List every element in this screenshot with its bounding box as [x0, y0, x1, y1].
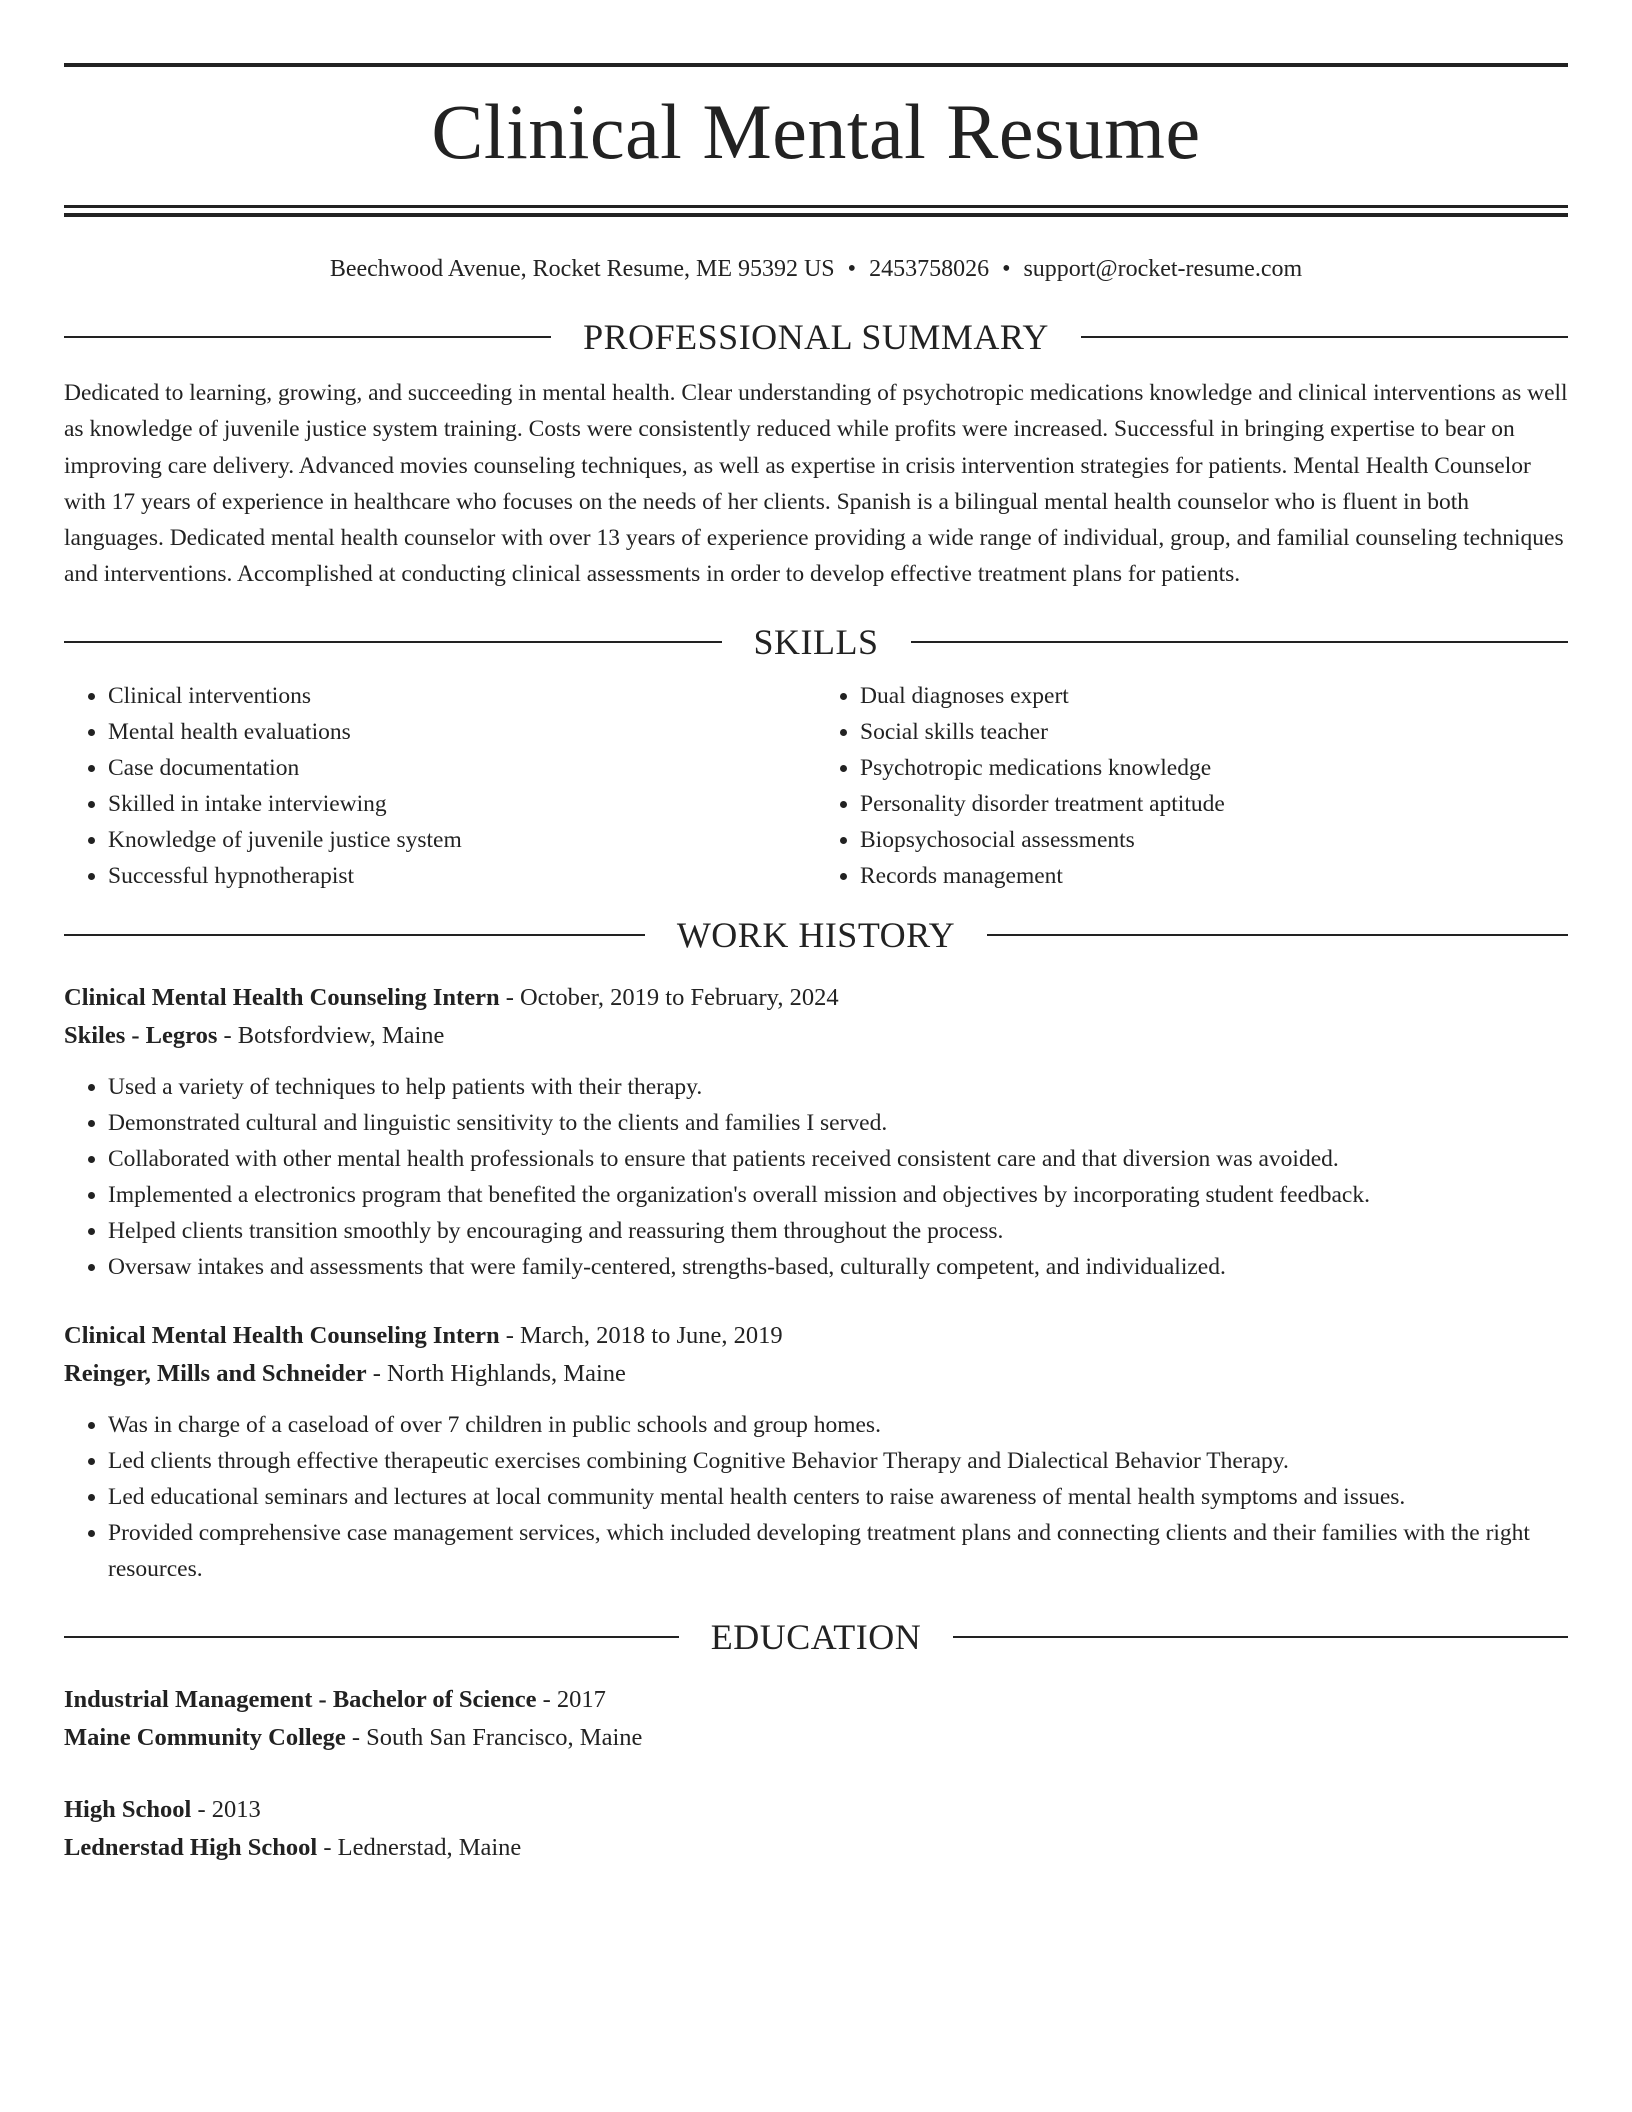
- education-degree: Industrial Management - Bachelor of Science: [64, 1685, 537, 1713]
- job-bullet: • Was in charge of a caseload of over 7 children in public schools and group homes.: [108, 1407, 1568, 1443]
- contact-separator: •: [1002, 256, 1011, 282]
- title-double-rule: [64, 205, 1568, 217]
- top-rule: [64, 63, 1568, 67]
- education-heading: EDUCATION: [710, 1616, 922, 1657]
- skill-item: • Biopsychosocial assessments: [860, 822, 1568, 858]
- education-section-header: [64, 1616, 1568, 1657]
- job-employer-line: [64, 1355, 1568, 1393]
- education-entry: [64, 1791, 1568, 1867]
- job-bullet: • Oversaw intakes and assessments that were family-centered, strengths-based, culturally competent, and individualized.: [108, 1249, 1568, 1285]
- education-degree-line: [64, 1681, 1568, 1719]
- skill-item: • Psychotropic medications knowledge: [860, 750, 1568, 786]
- contact-phone: 2453758026: [869, 256, 990, 282]
- job-bullet: • Implemented a electronics program that benefited the organization's overall mission and objectives by incorporating student feedback.: [108, 1177, 1568, 1213]
- job-bullets: [64, 1407, 1568, 1587]
- skill-item: • Personality disorder treatment aptitude: [860, 786, 1568, 822]
- contact-line: [64, 253, 1568, 285]
- job-dates: - March, 2018 to June, 2019: [499, 1321, 783, 1349]
- heading-rule-left: [64, 336, 551, 338]
- job-title: Clinical Mental Health Counseling Intern: [64, 983, 500, 1011]
- job-bullet: • Provided comprehensive case management services, which included developing treatment plans and connecting clients and their families with the right resources.: [108, 1515, 1568, 1587]
- education-school: Maine Community College: [64, 1723, 346, 1751]
- heading-rule-left: [64, 641, 722, 643]
- summary-section-header: [64, 319, 1568, 355]
- contact-email[interactable]: support@rocket-resume.com: [1023, 256, 1303, 282]
- education-school-line: [64, 1829, 1568, 1867]
- skills-list: [64, 678, 1568, 894]
- education-location: - South San Francisco, Maine: [345, 1723, 643, 1751]
- heading-rule-right: [987, 934, 1568, 936]
- job-employer: Reinger, Mills and Schneider: [64, 1359, 367, 1387]
- skill-item: • Clinical interventions: [108, 678, 816, 714]
- job-employer-line: [64, 1017, 1568, 1055]
- work-section-header: [64, 914, 1568, 955]
- education-degree-line: [64, 1791, 1568, 1829]
- heading-rule-left: [64, 1636, 679, 1638]
- skill-item: • Successful hypnotherapist: [108, 858, 816, 894]
- job-location: - North Highlands, Maine: [366, 1359, 626, 1387]
- job-bullet: • Used a variety of techniques to help patients with their therapy.: [108, 1069, 1568, 1105]
- skills-section-header: [64, 621, 1568, 662]
- job-bullet: • Led clients through effective therapeutic exercises combining Cognitive Behavior Therapy and Dialectical Behavior Therapy.: [108, 1443, 1568, 1479]
- education-school-line: [64, 1719, 1568, 1757]
- heading-rule-right: [911, 641, 1569, 643]
- job-bullet: • Led educational seminars and lectures at local community mental health centers to raise awareness of mental health symptoms and issues.: [108, 1479, 1568, 1515]
- skill-item: • Dual diagnoses expert: [860, 678, 1568, 714]
- skills-column-right: [816, 678, 1568, 894]
- skills-column-left: [64, 678, 816, 894]
- job-employer: Skiles - Legros: [64, 1021, 218, 1049]
- job-entry: [64, 979, 1568, 1285]
- skill-item: • Knowledge of juvenile justice system: [108, 822, 816, 858]
- summary-heading: PROFESSIONAL SUMMARY: [583, 317, 1049, 357]
- skill-item: • Skilled in intake interviewing: [108, 786, 816, 822]
- job-entry: [64, 1317, 1568, 1587]
- skill-item: • Social skills teacher: [860, 714, 1568, 750]
- job-bullets: [64, 1069, 1568, 1285]
- job-location: - Botsfordview, Maine: [217, 1021, 445, 1049]
- education-degree: High School: [64, 1795, 192, 1823]
- job-title-line: [64, 1317, 1568, 1355]
- job-bullet: • Collaborated with other mental health professionals to ensure that patients received consistent care and that diversion was avoided.: [108, 1141, 1568, 1177]
- education-entry: [64, 1681, 1568, 1757]
- heading-rule-right: [953, 1636, 1568, 1638]
- skills-heading: SKILLS: [753, 621, 879, 662]
- job-title-line: [64, 979, 1568, 1017]
- skill-item: • Records management: [860, 858, 1568, 894]
- skill-item: • Case documentation: [108, 750, 816, 786]
- summary-text: Dedicated to learning, growing, and succeeding in mental health. Clear understanding of psychotropic medications knowledge and clinical interventions as well as knowledge of juvenile justice system training. Costs were consistently reduced while profits were increased. Successful in bringing expertise to bear on improving care delivery. Advanced movies counseling techniques, as well as expertise in crisis intervention strategies for patients. Mental Health Counselor with 17 years of experience in healthcare who focuses on the needs of her clients. Spanish is a bilingual mental health counselor who is fluent in both languages. Dedicated mental health counselor with over 13 years of experience providing a wide range of individual, group, and familial counseling techniques and interventions. Accomplished at conducting clinical assessments in order to develop effective treatment plans for patients.: [64, 380, 1568, 588]
- education-year: - 2013: [191, 1795, 261, 1823]
- resume-title: Clinical Mental Resume: [431, 88, 1201, 175]
- job-bullet: • Helped clients transition smoothly by encouraging and reassuring them throughout the process.: [108, 1213, 1568, 1249]
- education-location: - Lednerstad, Maine: [317, 1833, 522, 1861]
- work-heading: WORK HISTORY: [676, 914, 956, 955]
- job-title: Clinical Mental Health Counseling Intern: [64, 1321, 500, 1349]
- skill-item: • Mental health evaluations: [108, 714, 816, 750]
- job-dates: - October, 2019 to February, 2024: [499, 983, 839, 1011]
- job-bullet: • Demonstrated cultural and linguistic sensitivity to the clients and families I served.: [108, 1105, 1568, 1141]
- education-year: - 2017: [536, 1685, 606, 1713]
- resume-page: [64, 0, 1568, 1867]
- contact-address: Beechwood Avenue, Rocket Resume, ME 95392 US: [329, 256, 835, 282]
- contact-separator: •: [847, 256, 857, 282]
- heading-rule-left: [64, 934, 645, 936]
- heading-rule-right: [1081, 336, 1568, 338]
- education-school: Lednerstad High School: [64, 1833, 318, 1861]
